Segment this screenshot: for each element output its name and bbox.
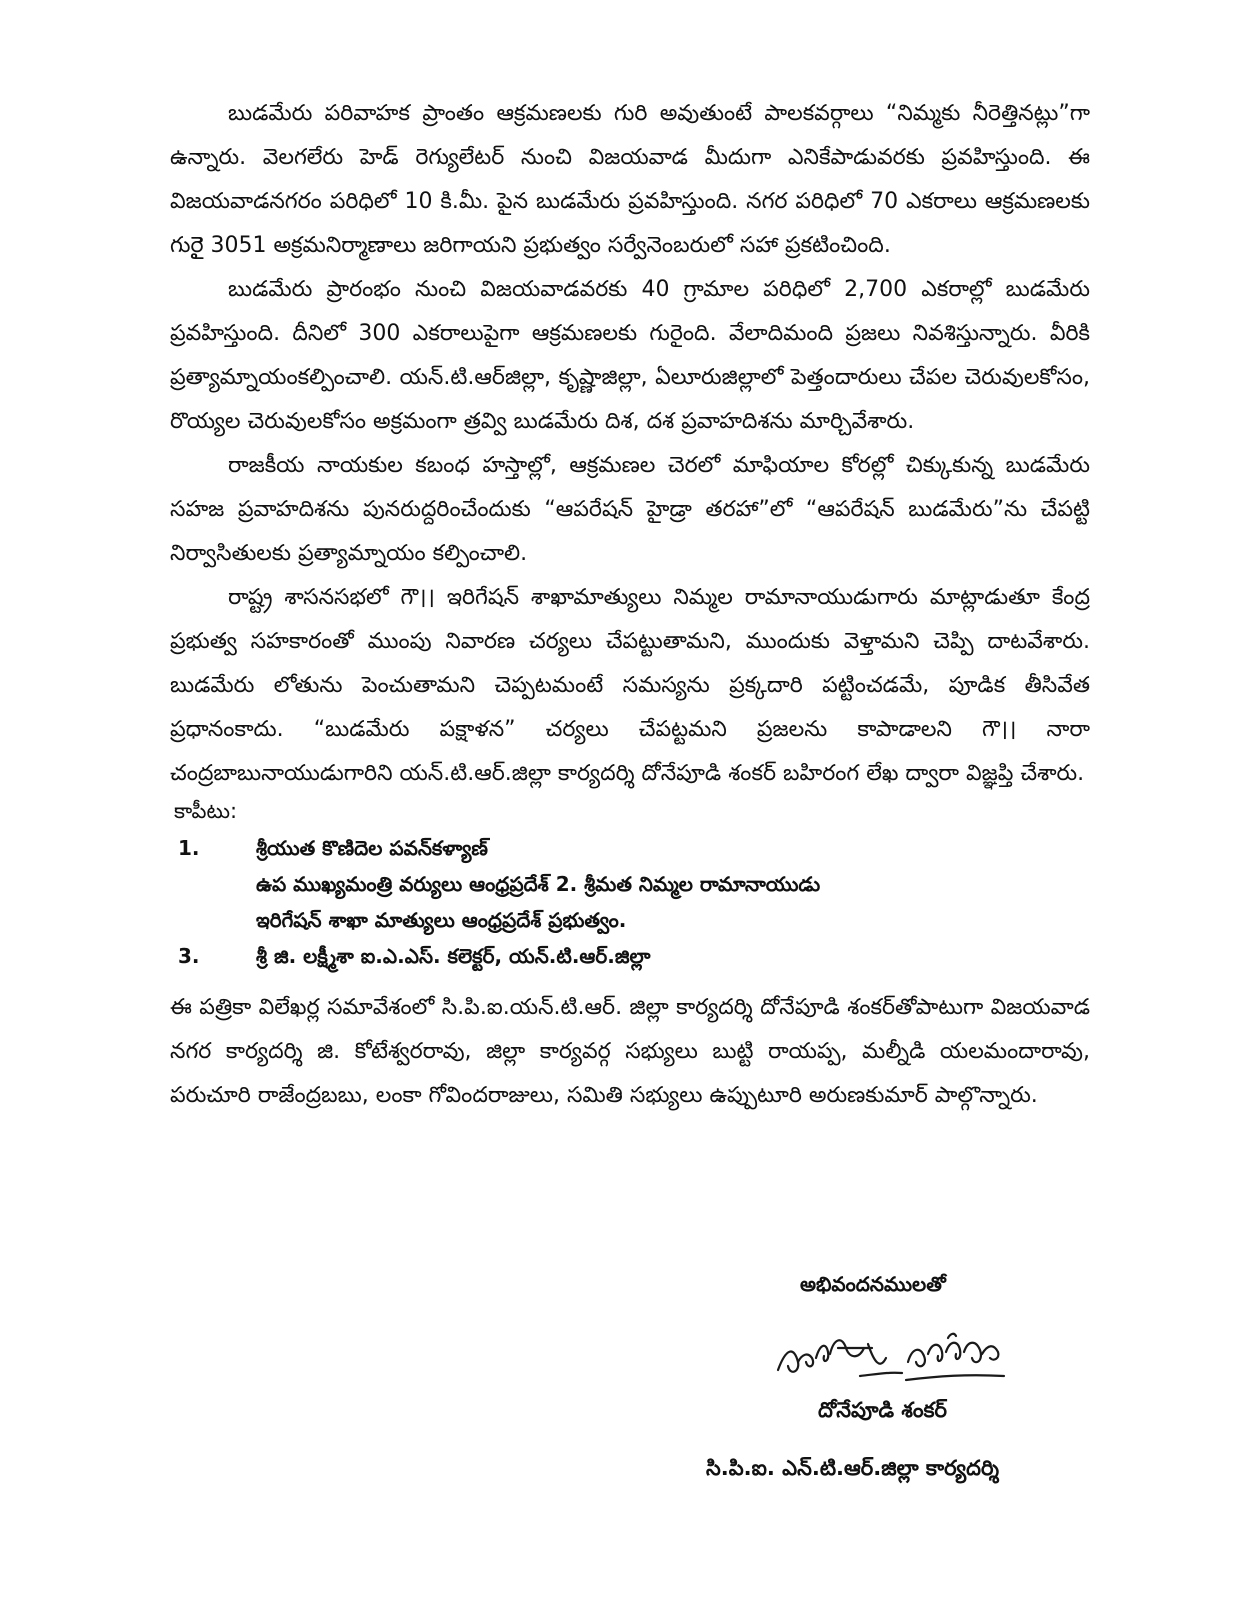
copy-item (170, 938, 1090, 974)
meeting-paragraph: ఈ పత్రికా విలేఖర్ల సమావేశంలో సి.పి.ఐ.యన్.టి.ఆర్. జిల్లా కార్యదర్శి దోనేపూడి శంకర్‌తోపాటుగా విజయవాడ నగర కార్యదర్శి జి. కోటేశ్వరరావు, జిల్లా కార్యవర్గ సభ్యులు బుట్టి రాయప్ప, మల్నీడి యలమందారావు, పరుచూరి రాజేంద్రబబు, లంకా గోవిందరాజులు, సమితి సభ్యులు ఉప్పుటూరి అరుణకుమార్ పాల్గొన్నారు. (170, 995, 1090, 1108)
copy-line: శ్రీయుత కొణిదెల పవన్‌కళ్యాణ్ (256, 836, 488, 860)
signer-title: సి.పి.ఐ. ఎన్.టి.ఆర్.జిల్లా కార్యదర్శి (706, 1456, 1000, 1480)
copies-label: కాపీటు: (174, 799, 238, 823)
copies-list (170, 830, 1090, 974)
signer-name: దోనేపూడి శంకర్ (818, 1398, 947, 1422)
paragraph-3: రాజకీయ నాయకుల కబంధ హస్తాల్లో, ఆక్రమణల చెరలో మాఫియాల కోరల్లో చిక్కుకున్న బుడమేరు సహజ ప్రవాహదిశను పునరుద్దరించేందుకు “ఆపరేషన్ హైడ్రా తరహా”లో “ఆపరేషన్ బుడమేరు”ను చేపట్టి నిర్వాసితులకు ప్రత్యామ్నాయం కల్పించాలి. (170, 453, 1090, 566)
letter-body (170, 92, 1090, 1118)
copy-text (256, 938, 1090, 974)
copy-number: 3. (178, 944, 200, 968)
copy-item (170, 830, 1090, 938)
signature-image (768, 1318, 1028, 1398)
paragraph-1: బుడమేరు పరివాహక ప్రాంతం ఆక్రమణలకు గురి అవుతుంటే పాలకవర్గాలు “నిమ్మకు నీరెత్తినట్లు”గా ఉన్నారు. వెలగలేరు హెడ్ రెగ్యులేటర్ నుంచి విజయవాడ మీదుగా ఎనికేపాడువరకు ప్రవహిస్తుంది. ఈ విజయవాడనగరం పరిధిలో 10 కి.మీ. పైన బుడమేరు ప్రవహిస్తుంది. నగర పరిధిలో 70 ఎకరాలు ఆక్రమణలకు గురైై 3051 అక్రమనిర్మాణాలు జరిగాయని ప్రభుత్వం సర్వేనెంబరులో సహా ప్రకటించింది. (170, 101, 1090, 258)
paragraph-2: బుడమేరు ప్రారంభం నుంచి విజయవాడవరకు 40 గ్రామాల పరిధిలో 2,700 ఎకరాల్లో బుడమేరు ప్రవహిస్తుంది. దీనిలో 300 ఎకరాలుపైగా ఆక్రమణలకు గురైంది. వేలాదిమంది ప్రజలు నివశిస్తున్నారు. వీరికి ప్రత్యామ్నాయంకల్పించాలి. యన్.టి.ఆర్‌జిల్లా, కృష్ణాజిల్లా, ఏలూరుజిల్లాలో పెత్తందారులు చేపల చెరువులకోసం, రొయ్యల చెరువులకోసం అక్రమంగా త్రవ్వి బుడమేరు దిశ, దశ ప్రవాహదిశను మార్చివేశారు. (170, 277, 1090, 434)
copy-number: 1. (178, 836, 200, 860)
meeting-section (170, 986, 1090, 1118)
copy-text (256, 830, 1090, 938)
paragraph-4: రాష్ట్ర శాసనసభలో గౌ।। ఇరిగేషన్ శాఖామాత్యులు నిమ్మల రామానాయుడుగారు మాట్లాడుతూ కేంద్ర ప్రభుత్వ సహకారంతో ముంపు నివారణ చర్యలు చేపట్టుతామని, ముందుకు వెళ్తామని చెప్పి దాటవేశారు. బుడమేరు లోతును పెంచుతామని చెప్పటమంటే సమస్యను ప్రక్కదారి పట్టించడమే, పూడిక తీసివేత ప్రధానంకాదు. “బుడమేరు పక్షాళన” చర్యలు చేపట్టమని ప్రజలను కాపాడాలని గౌ।। నారా చంద్రబాబునాయుడుగారిని యన్.టి.ఆర్.జిల్లా కార్యదర్శి దోనేపూడి శంకర్ బహిరంగ లేఖ ద్వారా విజ్ఞప్తి చేశారు. (170, 585, 1090, 786)
copy-line: ఇరిగేషన్ శాఖా మాత్యులు ఆంధ్రప్రదేశ్ ప్రభుత్వం. (256, 908, 627, 932)
copy-line: శ్రీ జి. లక్ష్మీశా ఐ.ఎ.ఎస్. కలెక్టర్, యన్.టి.ఆర్.జిల్లా (256, 944, 651, 968)
copy-line: ఉప ముఖ్యమంత్రి వర్యులు ఆంధ్రప్రదేశ్ 2. శ్రీమత నిమ్మల రామానాయుడు (256, 872, 821, 896)
closing-salutation: అభివందనములతో (800, 1272, 946, 1296)
